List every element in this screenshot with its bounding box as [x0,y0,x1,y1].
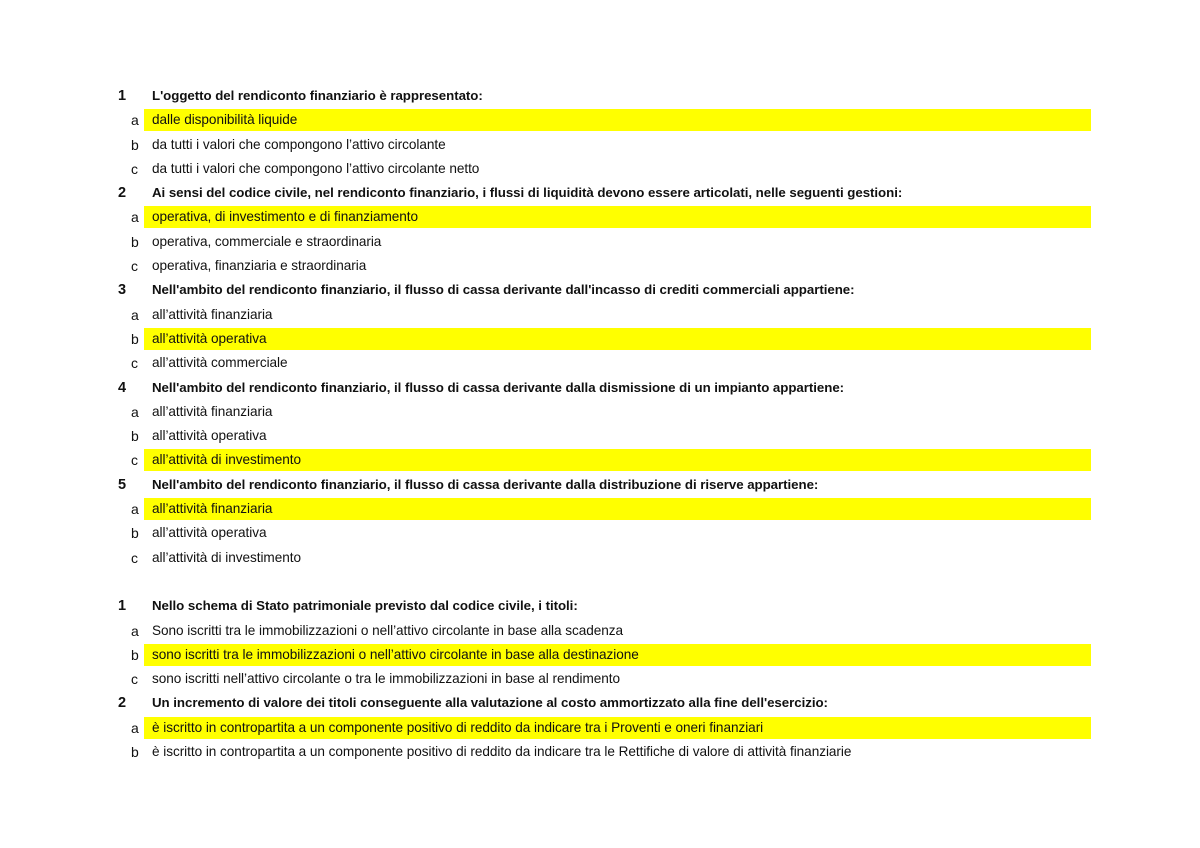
question-text: Ai sensi del codice civile, nel rendiconto finanziario, i flussi di liquidità devono essere articolati, nelle seguenti gestioni: [152,185,903,201]
answer-letter: c [131,549,138,566]
question-row[interactable] [0,691,1200,715]
answer-text: sono iscritti tra le immobilizzazioni o nell’attivo circolante in base alla destinazione [152,646,639,662]
answer-text: all’attività di investimento [152,452,301,468]
answer-row[interactable] [0,157,1200,181]
answer-text: all’attività operativa [152,428,267,444]
answer-row[interactable] [0,133,1200,157]
question-number: 3 [118,282,127,299]
question-row[interactable] [0,181,1200,205]
answer-row[interactable] [0,740,1200,764]
answer-text: Sono iscritti tra le immobilizzazioni o nell’attivo circolante in base alla scadenza [152,622,624,638]
answer-letter: a [131,209,139,226]
answer-text: all’attività operativa [152,525,267,541]
answer-row-correct[interactable] [0,716,1200,740]
answer-letter: a [131,306,139,323]
answer-row[interactable] [0,351,1200,375]
answer-row-correct[interactable] [0,108,1200,132]
question-number: 1 [118,598,127,615]
answer-row[interactable] [0,546,1200,570]
answer-letter: a [131,112,139,129]
answer-row-correct[interactable] [0,497,1200,521]
answer-text: da tutti i valori che compongono l’attivo circolante [152,136,446,152]
answer-row-correct[interactable] [0,448,1200,472]
answer-row[interactable] [0,303,1200,327]
answer-letter: a [131,403,139,420]
answer-text: all’attività operativa [152,330,267,346]
answer-text: operativa, di investimento e di finanziamento [152,209,419,225]
answer-letter: b [131,233,139,250]
question-row[interactable] [0,376,1200,400]
answer-letter: b [131,744,139,761]
answer-row[interactable] [0,230,1200,254]
question-text: Nell'ambito del rendiconto finanziario, il flusso di cassa derivante dalla distribuzione di riserve appartiene: [152,476,819,492]
answer-text: all’attività finanziaria [152,306,273,322]
answer-letter: c [131,355,138,372]
correct-answer-highlight [144,498,1091,520]
question-text: Un incremento di valore dei titoli conseguente alla valutazione al costo ammortizzato alla fine dell'esercizio: [152,695,828,711]
correct-answer-highlight [144,328,1091,350]
question-number: 4 [118,379,127,396]
answer-letter: b [131,136,139,153]
answer-row[interactable] [0,521,1200,545]
answer-letter: c [131,160,138,177]
question-text: Nell'ambito del rendiconto finanziario, il flusso di cassa derivante dall'incasso di crediti commerciali appartiene: [152,282,855,298]
question-number: 1 [118,88,127,104]
answer-letter: c [131,258,138,275]
answer-row-correct[interactable] [0,205,1200,229]
question-number: 2 [118,185,127,202]
answer-row[interactable] [0,667,1200,691]
answer-letter: a [131,719,139,736]
answer-letter: b [131,428,139,445]
answer-letter: b [131,525,139,542]
question-text: Nell'ambito del rendiconto finanziario, il flusso di cassa derivante dalla dismissione di un impianto appartiene: [152,379,845,395]
answer-row-correct[interactable] [0,327,1200,351]
answer-text: all’attività commerciale [152,355,288,371]
answer-text: è iscritto in contropartita a un componente positivo di reddito da indicare tra le Rettifiche di valore di attività finanziarie [152,744,852,760]
answer-letter: a [131,501,139,518]
answer-letter: b [131,646,139,663]
question-number: 2 [118,695,127,712]
answer-row[interactable] [0,424,1200,448]
answer-row[interactable] [0,254,1200,278]
blank-row[interactable] [0,570,1200,594]
answer-text: è iscritto in contropartita a un componente positivo di reddito da indicare tra i Proventi e oneri finanziari [152,719,764,735]
question-number: 5 [118,476,127,493]
answer-letter: c [131,671,138,688]
question-row[interactable] [0,84,1200,108]
answer-letter: c [131,452,138,469]
answer-text: operativa, finanziaria e straordinaria [152,258,367,274]
answer-text: dalle disponibilità liquide [152,112,298,128]
question-text: L'oggetto del rendiconto finanziario è rappresentato: [152,88,483,103]
answer-row[interactable] [0,619,1200,643]
question-row[interactable] [0,278,1200,302]
answer-row-correct[interactable] [0,643,1200,667]
answer-letter: b [131,330,139,347]
spreadsheet-sheet [0,84,1200,764]
question-text: Nello schema di Stato patrimoniale previsto dal codice civile, i titoli: [152,598,578,614]
question-row[interactable] [0,594,1200,618]
answer-text: operativa, commerciale e straordinaria [152,233,382,249]
question-row[interactable] [0,473,1200,497]
answer-row[interactable] [0,400,1200,424]
answer-text: sono iscritti nell’attivo circolante o tra le immobilizzazioni in base al rendimento [152,671,621,687]
answer-text: all’attività di investimento [152,549,301,565]
answer-text: da tutti i valori che compongono l’attivo circolante netto [152,160,480,176]
answer-letter: a [131,622,139,639]
answer-text: all’attività finanziaria [152,403,273,419]
answer-text: all’attività finanziaria [152,501,273,517]
